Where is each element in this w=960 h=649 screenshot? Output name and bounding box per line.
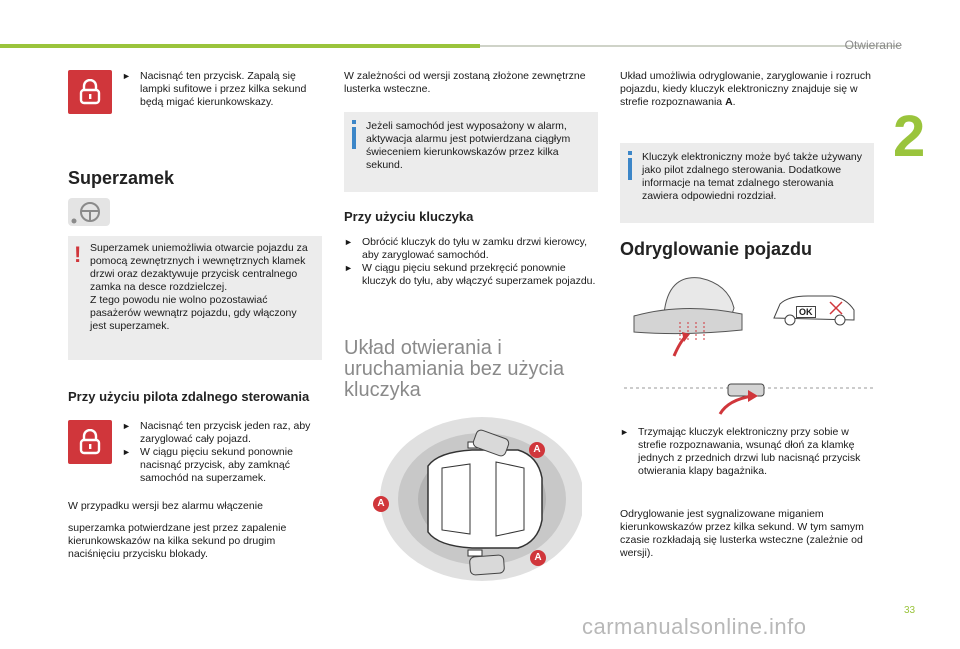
unlock-note: Odryglowanie jest sygnalizowane miganiem kierunkowskazów przez kilka sekund. W tym samym czasie rozkładają się lusterka wsteczne (zależnie od wersji). (620, 508, 864, 559)
bullet-marker-icon: ► (344, 263, 353, 273)
alarm-info-text: Jeżeli samochód jest wyposażony w alarm, aktywacja alarmu jest potwierdzana ciągłym świeceniem kierunkowskazów przez kilka sekund. (366, 120, 571, 171)
intro-bullet-text: Nacisnąć ten przycisk. Zapalą się lampki sufitowe i przez kilka sekund będą migać kierunkowskazy. (140, 70, 307, 108)
keyless-intro-text: Układ umożliwia odryglowanie, zaryglowanie i rozruch pojazdu, kiedy kluczyk elektroniczny znajduje się w strefie rozpoznawania (620, 70, 871, 108)
intro-bullet (122, 70, 312, 109)
info-icon-bar (628, 158, 632, 180)
list-item (122, 420, 322, 446)
key-heading: Przy użyciu kluczyka (344, 209, 474, 224)
tailgate-button-illustration (624, 378, 874, 418)
section-title: Otwieranie (844, 38, 902, 52)
keyless-heading: Układ otwierania i uruchamiania bez użycia kluczyka (344, 337, 565, 401)
remote-bullets (122, 420, 322, 485)
remote-info-box (620, 143, 874, 223)
zone-marker-rear: A (373, 496, 389, 512)
bullet-marker-icon: ► (620, 427, 629, 437)
info-icon (352, 120, 356, 124)
info-icon-bar (352, 127, 356, 149)
ok-badge: OK (796, 306, 816, 318)
page-number: 33 (904, 605, 916, 616)
keyless-intro: Układ umożliwia odryglowanie, zaryglowanie i rozruch pojazdu, kiedy kluczyk elektroniczny znajduje się w strefie rozpoznawania A. (620, 70, 871, 108)
superlock-warning-box (68, 236, 322, 360)
hand-on-handle-illustration (624, 274, 750, 364)
alarm-info-box (344, 112, 598, 192)
zone-marker-side: A (530, 550, 546, 566)
unlock-heading: Odryglowanie pojazdu (620, 239, 813, 259)
lock-button-icon (68, 70, 112, 114)
bullet-marker-icon: ► (122, 71, 131, 81)
alarm-note-2: superzamka potwierdzane jest przez zapalenie kierunkowskazów na kilka sekund po drugim naciśnięciu przycisku blokady. (68, 522, 287, 560)
remote-lock-icon (68, 420, 112, 464)
info-icon (628, 151, 632, 155)
key-bullet-2: W ciągu pięciu sekund przekręcić ponownie kluczyk do tyłu, aby włączyć superzamek pojazdu. (362, 262, 596, 287)
key-bullet-1: Obrócić kluczyk do tyłu w zamku drzwi kierowcy, aby zaryglować samochód. (362, 236, 588, 261)
bullet-marker-icon: ► (122, 447, 131, 457)
warning-text: Superzamek uniemożliwia otwarcie pojazdu za pomocą zewnętrznych i wewnętrznych klamek drzwi oraz dezaktywuje przycisk centralnego zamka na desce rozdzielczej. Z tego powodu nie wolno pozostawiać pasażerów wewnątrz pojazdu, gdy włączony jest superzamek. (90, 242, 308, 332)
header-accent-bar (0, 44, 480, 48)
unlock-bullet (620, 426, 880, 478)
zone-ref: A (725, 96, 733, 108)
remote-info-text: Kluczyk elektroniczny może być także używany jako pilot zdalnego sterowania. Dodatkowe informacje na temat zdalnego sterowania zawiera odpowiedni rozdział. (642, 151, 863, 202)
key-bullets (344, 236, 600, 288)
watermark: carmanualsonline.info (582, 614, 807, 639)
remote-heading: Przy użyciu pilota zdalnego sterowania (68, 389, 310, 404)
chapter-number: 2 (893, 104, 926, 169)
remote-bullet-2: W ciągu pięciu sekund ponownie nacisnąć przycisk, aby zamknąć samochód na superzamek. (140, 446, 293, 484)
header-rule (480, 45, 900, 47)
list-item (344, 236, 600, 262)
list-item (344, 262, 600, 288)
alarm-note-1: W przypadku wersji bez alarmu włączenie (68, 500, 263, 512)
remote-bullet-1: Nacisnąć ten przycisk jeden raz, aby zaryglować cały pojazd. (140, 420, 311, 445)
steering-wheel-icon (68, 198, 110, 226)
warning-icon: ! (74, 242, 82, 267)
mirrors-note: W zależności od wersji zostaną złożone zewnętrzne lusterka wsteczne. (344, 70, 586, 95)
zone-marker-front: A (529, 442, 545, 458)
car-side-ok-illustration (770, 292, 858, 328)
list-item (122, 446, 322, 485)
bullet-marker-icon: ► (122, 421, 131, 431)
bullet-marker-icon: ► (344, 237, 353, 247)
unlock-bullet-text: Trzymając kluczyk elektroniczny przy sobie w strefie rozpoznawania, wsunąć dłoń za klamkę jednych z przednich drzwi lub nacisnąć przycisk otwierania klapy bagażnika. (638, 426, 861, 477)
superlock-heading: Superzamek (68, 168, 175, 188)
